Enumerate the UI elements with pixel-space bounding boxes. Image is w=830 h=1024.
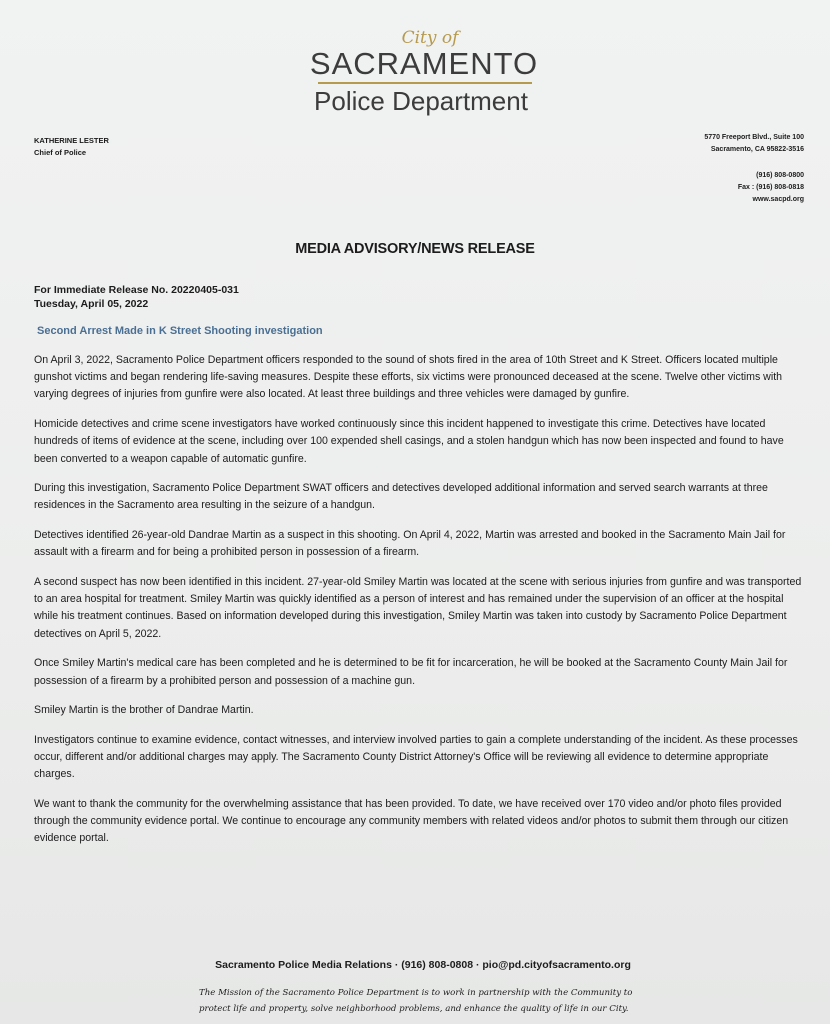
address-phone: (916) 808-0800 bbox=[756, 172, 804, 179]
body-paragraph: Homicide detectives and crime scene investigators have worked continuously since this incident happened to investigate this crime. Detectives have located hundreds of items of evidence at the scene, including over 100 expended shell casings, and a stolen handgun which has now been inspected and found to have been converted to a weapon capable of automatic gunfire. bbox=[34, 418, 784, 465]
address-spacer bbox=[704, 156, 804, 170]
body-paragraph: Smiley Martin is the brother of Dandrae Martin. bbox=[34, 704, 254, 717]
logo-department-name: Police Department bbox=[314, 86, 528, 116]
release-number: For Immediate Release No. 20220405-031 bbox=[34, 284, 239, 296]
page-title: MEDIA ADVISORY/NEWS RELEASE bbox=[295, 241, 535, 257]
chief-name: KATHERINE LESTER bbox=[34, 136, 109, 145]
address-block bbox=[704, 132, 804, 206]
address-city-state: Sacramento, CA 95822-3516 bbox=[710, 146, 804, 153]
chief-title: Chief of Police bbox=[34, 148, 87, 157]
body-paragraph: Investigators continue to examine evidence, contact witnesses, and interview involved parties to gain a complete understanding of the incident. As these processes occur, different and/or additional charges may apply. The Sacramento County District Attorney's Office will be reviewing all evidence to determine appropriate charges. bbox=[34, 733, 798, 781]
address-street: 5770 Freeport Blvd., Suite 100 bbox=[704, 134, 804, 141]
body-paragraph: On April 3, 2022, Sacramento Police Department officers responded to the sound of shots fired in the area of 10th Street and K Street. Officers located multiple gunshot victims and began rendering life-saving measures. Despite these efforts, six victims were pronounced deceased at the scene. Twelve other victims with varying degrees of injuries from gunfire were also located. At least three buildings and three vehicles were damaged by gunfire. bbox=[34, 354, 783, 401]
mission-statement: The Mission of the Sacramento Police Department is to work in partnership with the Community to protect life and property, solve neighborhood problems, and enhance the quality of life in our City. bbox=[199, 988, 633, 1014]
logo-city-script: City of bbox=[401, 28, 459, 48]
media-contact-line: Sacramento Police Media Relations · (916) 808-0808 · pio@pd.cityofsacramento.org bbox=[215, 959, 631, 971]
footer bbox=[0, 959, 830, 1017]
address-web: www.sacpd.org bbox=[752, 196, 804, 203]
body-paragraph: Detectives identified 26-year-old Dandrae Martin as a suspect in this shooting. On April 4, 2022, Martin was arrested and booked in the Sacramento Main Jail for assault with a firearm and for being a prohibited person in possession of a firearm. bbox=[34, 529, 786, 559]
release-body bbox=[34, 352, 806, 860]
chief-block bbox=[34, 135, 109, 159]
logo-city-name: SACRAMENTO bbox=[309, 46, 539, 81]
release-info bbox=[34, 283, 239, 311]
department-logo bbox=[0, 28, 830, 116]
release-subject: Second Arrest Made in K Street Shooting investigation bbox=[37, 325, 323, 337]
address-fax: Fax : (916) 808-0818 bbox=[737, 184, 804, 191]
body-paragraph: During this investigation, Sacramento Police Department SWAT officers and detectives developed additional information and served search warrants at three residences in the Sacramento area resulting in the seizure of a handgun. bbox=[34, 482, 768, 512]
release-date: Tuesday, April 05, 2022 bbox=[34, 298, 149, 310]
body-paragraph: We want to thank the community for the overwhelming assistance that has been provided. To date, we have received over 170 video and/or photo files provided through the community evidence portal. We continue to encourage any community members with related videos and/or photos to submit them through our citizen evidence portal. bbox=[34, 798, 789, 845]
body-paragraph: Once Smiley Martin's medical care has been completed and he is determined to be fit for incarceration, he will be booked at the Sacramento County Main Jail for possession of a firearm by a prohibited person and possession of a machine gun. bbox=[34, 657, 788, 687]
logo-divider bbox=[318, 82, 532, 84]
body-paragraph: A second suspect has now been identified in this incident. 27-year-old Smiley Martin was located at the scene with serious injuries from gunfire and was transported to an area hospital for treatment. Smiley Martin was quickly identified as a person of interest and has remained under the supervision of an officer at the hospital while his treatment continues. Based on information developed during this investigation, Smiley Martin was taken into custody by Sacramento Police Department detectives on April 5, 2022. bbox=[34, 576, 802, 640]
